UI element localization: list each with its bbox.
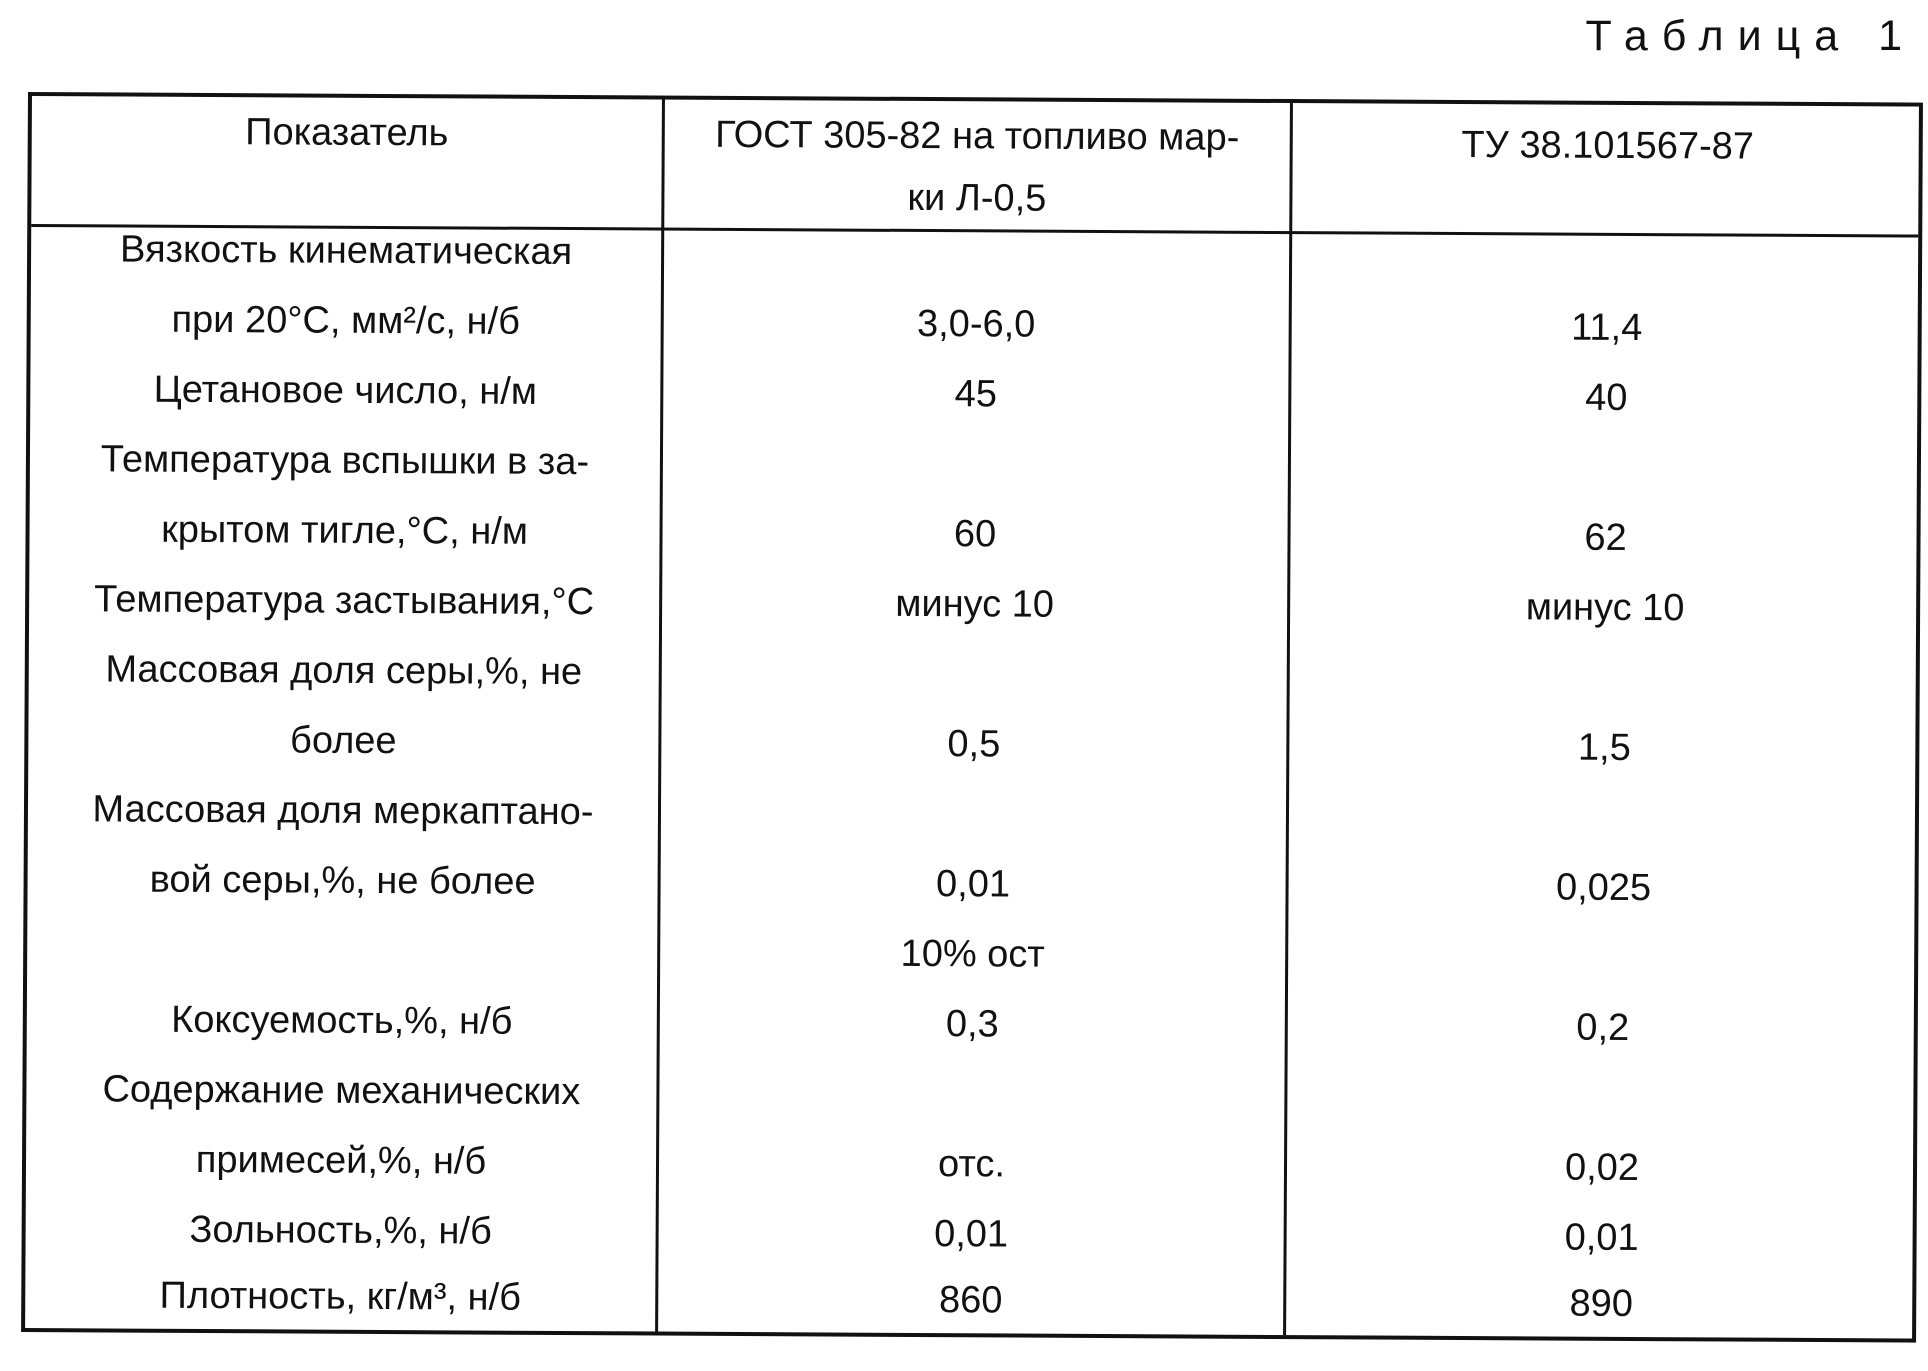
tu-ash: 0,01 bbox=[1564, 1216, 1639, 1260]
gost-coking-note: 10% ост bbox=[900, 932, 1045, 976]
gost-sulfur: 0,5 bbox=[947, 723, 1001, 766]
header-param: Показатель bbox=[245, 111, 449, 155]
gost-density: 860 bbox=[938, 1279, 1003, 1322]
param-coking: Коксуемость,%, н/б bbox=[171, 998, 513, 1043]
param-sulfur-line2: более bbox=[289, 719, 397, 763]
param-flash-line2: крытом тигле,°С, н/м bbox=[161, 508, 529, 553]
param-density: Плотность, кг/м³, н/б bbox=[159, 1274, 522, 1319]
header-tu: ТУ 38.101567-87 bbox=[1461, 124, 1755, 168]
gost-impurities: отс. bbox=[937, 1143, 1006, 1186]
param-pour: Температура застывания,°С bbox=[94, 578, 595, 624]
param-flash-line1: Температура вспышки в за- bbox=[100, 438, 590, 484]
tu-viscosity: 11,4 bbox=[1571, 306, 1643, 350]
gost-viscosity: 3,0-6,0 bbox=[916, 302, 1036, 346]
gost-coking: 0,3 bbox=[945, 1003, 999, 1046]
gost-pour: минус 10 bbox=[895, 582, 1055, 626]
gost-ash: 0,01 bbox=[934, 1213, 1009, 1256]
param-impurities-line1: Содержание механических bbox=[102, 1068, 581, 1114]
param-mercaptan-line1: Массовая доля меркаптано- bbox=[92, 788, 594, 834]
tu-mercaptan: 0,025 bbox=[1555, 866, 1652, 910]
tu-impurities: 0,02 bbox=[1564, 1146, 1640, 1190]
tu-flash: 62 bbox=[1584, 516, 1627, 559]
header-gost-line2: ки Л-0,5 bbox=[907, 176, 1047, 220]
param-viscosity-line2: при 20°С, мм²/с, н/б bbox=[171, 298, 521, 343]
tu-sulfur: 1,5 bbox=[1577, 726, 1631, 769]
tu-pour: минус 10 bbox=[1525, 586, 1685, 630]
param-mercaptan-line2: вой серы,%, не более bbox=[149, 858, 536, 903]
param-cetane: Цетановое число, н/м bbox=[153, 368, 538, 413]
tu-cetane: 40 bbox=[1585, 376, 1628, 419]
gost-cetane: 45 bbox=[954, 373, 998, 416]
header-gost-line1: ГОСТ 305-82 на топливо мар- bbox=[715, 113, 1240, 159]
param-ash: Зольность,%, н/б bbox=[189, 1208, 492, 1253]
param-viscosity-line1: Вязкость кинематическая bbox=[120, 228, 573, 274]
table-caption: Таблица 1 bbox=[1585, 12, 1916, 60]
gost-mercaptan: 0,01 bbox=[935, 863, 1011, 906]
tu-density: 890 bbox=[1569, 1282, 1634, 1325]
data-table bbox=[21, 92, 1923, 1343]
tu-coking: 0,2 bbox=[1576, 1006, 1630, 1049]
param-impurities-line2: примесей,%, н/б bbox=[195, 1138, 487, 1183]
gost-flash: 60 bbox=[953, 513, 997, 556]
param-sulfur-line1: Массовая доля серы,%, не bbox=[105, 648, 583, 694]
